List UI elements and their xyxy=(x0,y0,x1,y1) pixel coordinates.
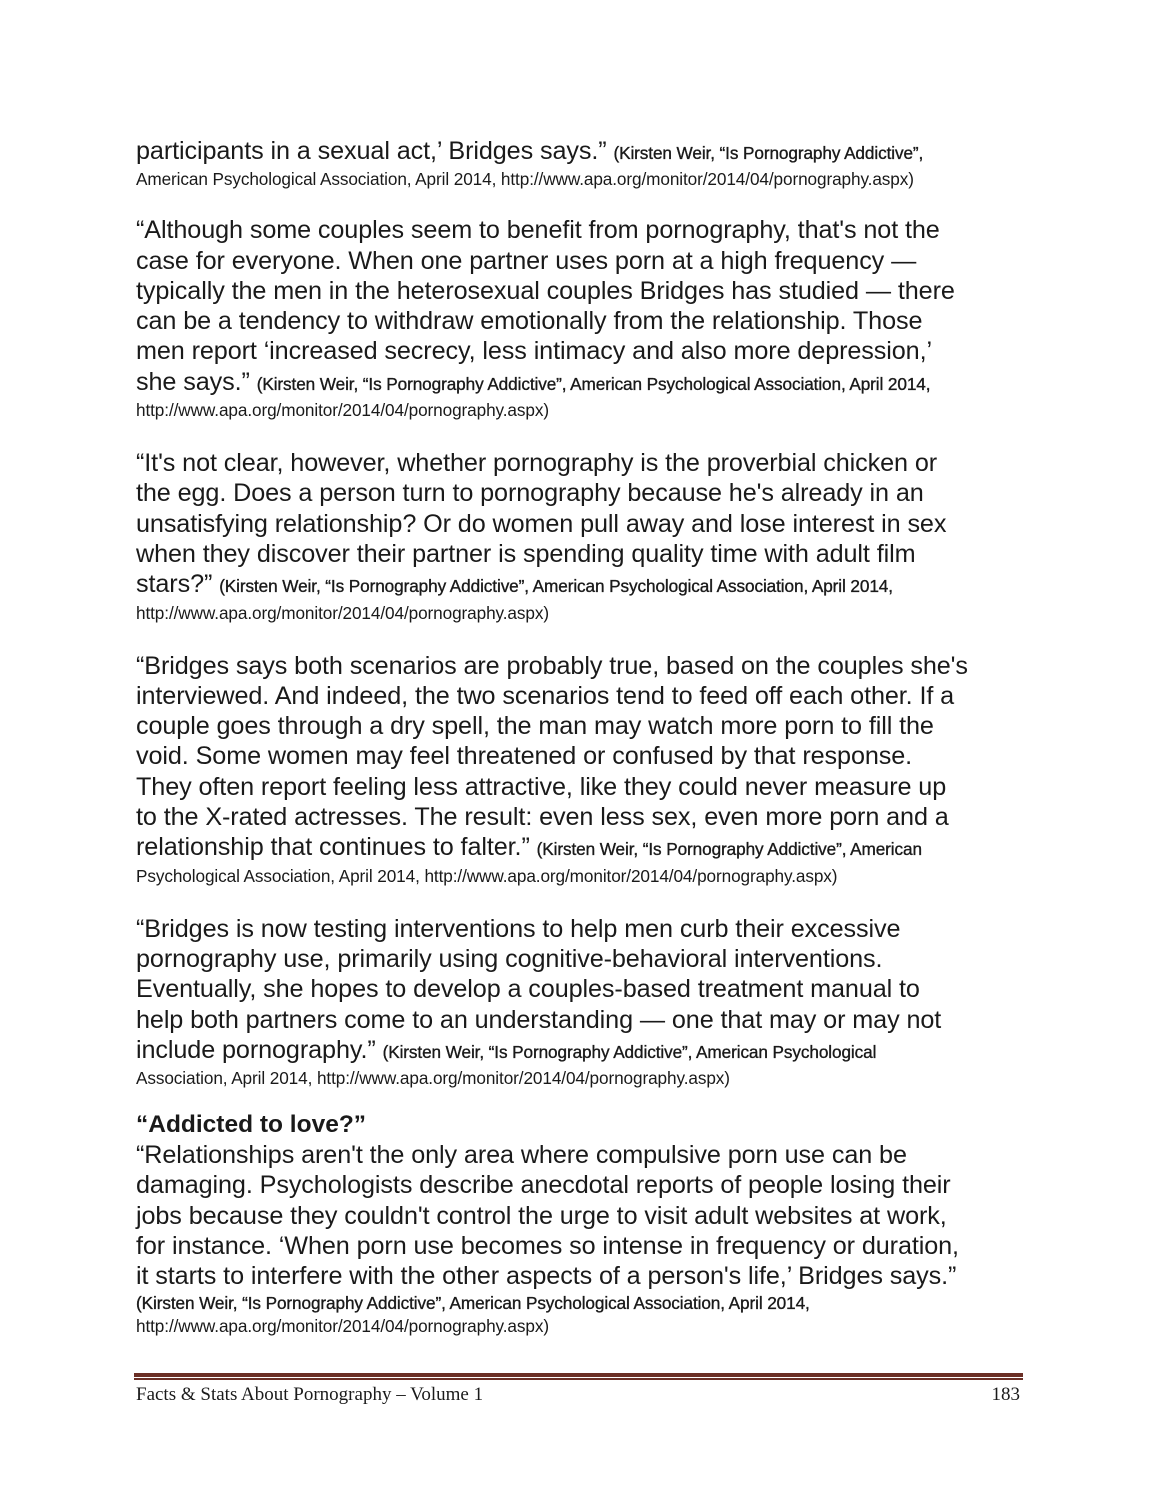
quote-line: damaging. Psychologists describe anecdotal reports of people losing their xyxy=(136,1171,951,1200)
quote-paragraph xyxy=(136,1140,1020,1337)
quote-line: jobs because they couldn't control the urge to visit adult websites at work, xyxy=(136,1201,947,1230)
footer-rule xyxy=(134,1373,1023,1380)
quote-line: to the X-rated actresses. The result: even less sex, even more porn and a xyxy=(136,803,949,832)
quote-paragraph xyxy=(136,448,1020,624)
citation-inline: (Kirsten Weir, “Is Pornography Addictive”, American Psychological Association, April 2014, xyxy=(136,1292,810,1313)
quote-line: when they discover their partner is spending quality time with adult film xyxy=(136,539,916,568)
citation-inline: (Kirsten Weir, “Is Pornography Addictive”, American Psychological Association, April 2014, xyxy=(256,373,931,394)
quote-line: the egg. Does a person turn to pornography because he's already in an xyxy=(136,479,924,508)
quote-line: relationship that continues to falter.” xyxy=(136,833,530,862)
citation-rest: http://www.apa.org/monitor/2014/04/pornography.aspx) xyxy=(136,602,549,623)
citation-inline: (Kirsten Weir, “Is Pornography Addictive”, American Psychological xyxy=(382,1041,877,1062)
quote-line: “Relationships aren't the only area where compulsive porn use can be xyxy=(136,1141,907,1170)
page-body xyxy=(136,136,1020,1364)
citation-rest: American Psychological Association, April 2014, http://www.apa.org/monitor/2014/04/pornography.aspx) xyxy=(136,169,914,190)
quote-line: it starts to interfere with the other aspects of a person's life,’ Bridges says.” xyxy=(136,1262,957,1291)
quote-text: participants in a sexual act,’ Bridges says.” xyxy=(136,137,607,165)
quote-paragraph xyxy=(136,651,1020,888)
quote-line: she says.” xyxy=(136,367,250,396)
quote-line: void. Some women may feel threatened or confused by that response. xyxy=(136,742,913,771)
quote-line: typically the men in the heterosexual couples Bridges has studied — there xyxy=(136,276,955,305)
quote-line: case for everyone. When one partner uses porn at a high frequency — xyxy=(136,246,917,275)
citation-inline: (Kirsten Weir, “Is Pornography Addictive”, American Psychological Association, April 2014, xyxy=(219,576,893,597)
quote-line: help both partners come to an understanding — one that may or may not xyxy=(136,1005,942,1034)
citation-rest: http://www.apa.org/monitor/2014/04/pornography.aspx) xyxy=(136,1315,549,1336)
citation-inline: (Kirsten Weir, “Is Pornography Addictive”, American xyxy=(536,839,922,860)
quote-line: interviewed. And indeed, the two scenarios tend to feed off each other. If a xyxy=(136,681,955,710)
quote-line: couple goes through a dry spell, the man may watch more porn to fill the xyxy=(136,712,934,741)
quote-line: men report ‘increased secrecy, less intimacy and also more depression,’ xyxy=(136,337,932,366)
quote-line: They often report feeling less attractive, like they could never measure up xyxy=(136,772,947,801)
quote-paragraph xyxy=(136,914,1020,1090)
quote-line: include pornography.” xyxy=(136,1035,376,1064)
quote-paragraph xyxy=(136,136,1020,191)
page-number: 183 xyxy=(991,1384,1020,1405)
citation-rest: Psychological Association, April 2014, http://www.apa.org/monitor/2014/04/pornography.aspx) xyxy=(136,865,838,886)
quote-line: “It's not clear, however, whether pornography is the proverbial chicken or xyxy=(136,449,938,478)
quote-line: “Although some couples seem to benefit from pornography, that's not the xyxy=(136,216,940,245)
quote-line: “Bridges says both scenarios are probably true, based on the couples she's xyxy=(136,651,968,680)
quote-line: “Bridges is now testing interventions to help men curb their excessive xyxy=(136,914,901,943)
quote-paragraph xyxy=(136,215,1020,422)
citation-inline: (Kirsten Weir, “Is Pornography Addictive”, xyxy=(613,143,924,163)
section-heading: “Addicted to love?” xyxy=(136,1111,367,1139)
citation-rest: http://www.apa.org/monitor/2014/04/pornography.aspx) xyxy=(136,400,549,421)
quote-line: for instance. ‘When porn use becomes so intense in frequency or duration, xyxy=(136,1232,959,1261)
quote-line: Eventually, she hopes to develop a couples-based treatment manual to xyxy=(136,975,920,1004)
quote-line: unsatisfying relationship? Or do women pull away and lose interest in sex xyxy=(136,509,947,538)
footer-title: Facts & Stats About Pornography – Volume 1 xyxy=(136,1384,484,1405)
footer-rule-thick xyxy=(134,1373,1023,1377)
footer-rule-thin xyxy=(134,1378,1023,1380)
quote-line: can be a tendency to withdraw emotionally from the relationship. Those xyxy=(136,307,923,336)
citation-rest: Association, April 2014, http://www.apa.org/monitor/2014/04/pornography.aspx) xyxy=(136,1068,730,1089)
quote-line: stars?” xyxy=(136,570,213,599)
quote-line: pornography use, primarily using cognitive-behavioral interventions. xyxy=(136,944,883,973)
